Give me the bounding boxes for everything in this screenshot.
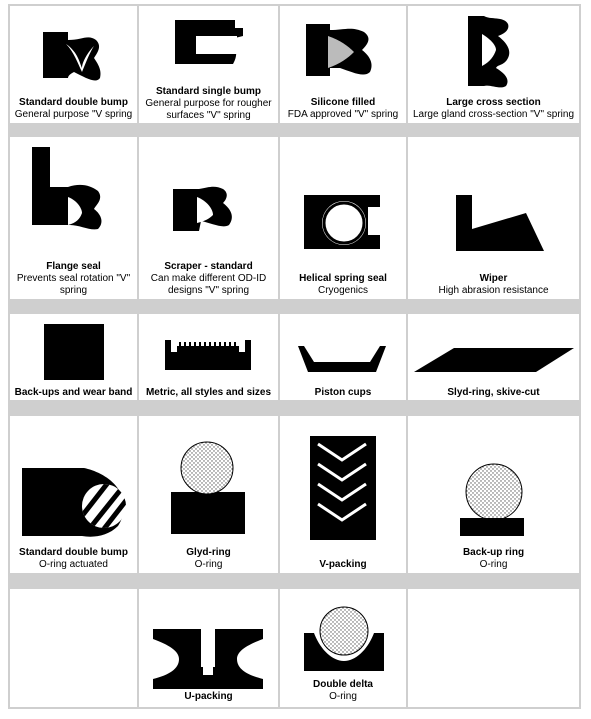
cell-description: General purpose for rougher xyxy=(145,98,272,109)
cell-description-line-2: surfaces "V" spring xyxy=(166,110,251,121)
cell-back-up-ring xyxy=(408,416,579,573)
cell-silicone-filled xyxy=(280,6,406,123)
cell-title: Large cross section xyxy=(446,97,541,108)
metric-tooth xyxy=(229,342,231,348)
cell-scraper-standard xyxy=(139,139,278,299)
cell-description: O-ring actuated xyxy=(39,559,108,570)
metric-tooth xyxy=(204,342,206,348)
metric-tooth xyxy=(194,342,196,348)
metric-tooth xyxy=(189,342,191,348)
large-cross-section-seal-icon xyxy=(408,6,579,106)
cell-standard-single-bump xyxy=(139,6,278,123)
cell-description: Large gland cross-section "V" spring xyxy=(412,109,575,120)
metric-tooth xyxy=(199,342,201,348)
standard-single-bump-seal-icon xyxy=(139,6,278,86)
cell-title: Standard double bump xyxy=(19,97,128,108)
cell-u-packing xyxy=(139,589,278,707)
cell-double-delta xyxy=(280,589,406,707)
cell-description-line-2: designs "V" spring xyxy=(167,285,250,296)
metric-tooth xyxy=(209,342,211,348)
cell-title: V-packing xyxy=(319,559,367,570)
cell-title: Flange seal xyxy=(46,261,101,272)
cell-piston-cups xyxy=(280,314,406,400)
wiper-seal-icon xyxy=(408,139,579,259)
back-up-block-icon xyxy=(10,314,137,384)
cell-title: Standard single bump xyxy=(155,86,261,97)
cell-title: Scraper - standard xyxy=(164,261,253,272)
metric-tooth xyxy=(184,342,186,348)
metric-seal-icon xyxy=(139,314,278,384)
back-up-ring-icon xyxy=(408,416,579,546)
scraper-seal-icon xyxy=(139,139,278,249)
cell-description: Cryogenics xyxy=(317,285,369,296)
o-ring-actuated-seal-icon xyxy=(10,416,137,546)
cell-description: O-ring xyxy=(479,559,508,570)
cell-helical-spring-seal xyxy=(280,139,406,299)
cell-description: O-ring xyxy=(329,691,357,702)
standard-double-bump-v-seal-icon xyxy=(10,6,137,106)
metric-tooth xyxy=(219,342,221,348)
cell-wiper xyxy=(408,139,579,299)
double-delta-icon xyxy=(280,589,406,689)
cell-empty-2 xyxy=(408,589,579,707)
cell-empty-1 xyxy=(10,589,137,707)
cell-title: Glyd-ring xyxy=(186,547,231,558)
cell-description: Prevents seal rotation "V" xyxy=(16,273,131,284)
cell-title: Wiper xyxy=(479,273,508,284)
cell-standard-double-bump-o xyxy=(10,416,137,573)
cell-description: Can make different OD-ID xyxy=(150,273,267,284)
cell-title: Back-up ring xyxy=(462,547,525,558)
cell-title: Helical spring seal xyxy=(299,273,387,284)
flange-seal-icon xyxy=(10,139,137,249)
cell-standard-double-bump-v xyxy=(10,6,137,123)
cell-title: Double delta xyxy=(312,679,373,690)
piston-cup-icon xyxy=(280,314,406,384)
cell-title: Piston cups xyxy=(314,387,372,398)
grid-line-bottom xyxy=(8,707,580,709)
glyd-ring-icon xyxy=(139,416,278,546)
cell-title: Standard double bump xyxy=(19,547,128,558)
row-separator-1 xyxy=(8,123,580,137)
cell-title: Metric, all styles and sizes xyxy=(145,387,272,398)
helical-spring-seal-icon xyxy=(280,139,406,259)
metric-tooth xyxy=(224,342,226,348)
row-separator-4 xyxy=(8,573,580,589)
silicone-filled-seal-icon xyxy=(280,6,406,106)
cell-description: General purpose "V spring xyxy=(14,109,133,120)
cell-title: Silicone filled xyxy=(310,97,376,108)
metric-tooth xyxy=(214,342,216,348)
metric-tooth xyxy=(234,342,236,348)
cell-metric xyxy=(139,314,278,400)
cell-glyd-ring xyxy=(139,416,278,573)
cell-v-packing xyxy=(280,416,406,573)
row-separator-2 xyxy=(8,299,580,314)
cell-description: O-ring xyxy=(194,559,223,570)
row-separator-3 xyxy=(8,400,580,416)
u-packing-icon xyxy=(139,589,278,689)
cell-description: High abrasion resistance xyxy=(438,285,549,296)
cell-flange-seal xyxy=(10,139,137,299)
cell-title: Back-ups and wear band xyxy=(14,387,133,398)
cell-large-cross-section xyxy=(408,6,579,123)
slyd-ring-skive-icon xyxy=(408,314,579,384)
metric-tooth xyxy=(179,342,181,348)
cell-back-ups-wear-band xyxy=(10,314,137,400)
cell-title: U-packing xyxy=(184,691,233,702)
cell-description-line-2: spring xyxy=(59,285,88,296)
cell-slyd-ring xyxy=(408,314,579,400)
cell-description: FDA approved "V" spring xyxy=(287,109,399,120)
v-packing-icon xyxy=(280,416,406,546)
cell-title: Slyd-ring, skive-cut xyxy=(447,387,540,398)
grid-line-right xyxy=(579,4,581,709)
